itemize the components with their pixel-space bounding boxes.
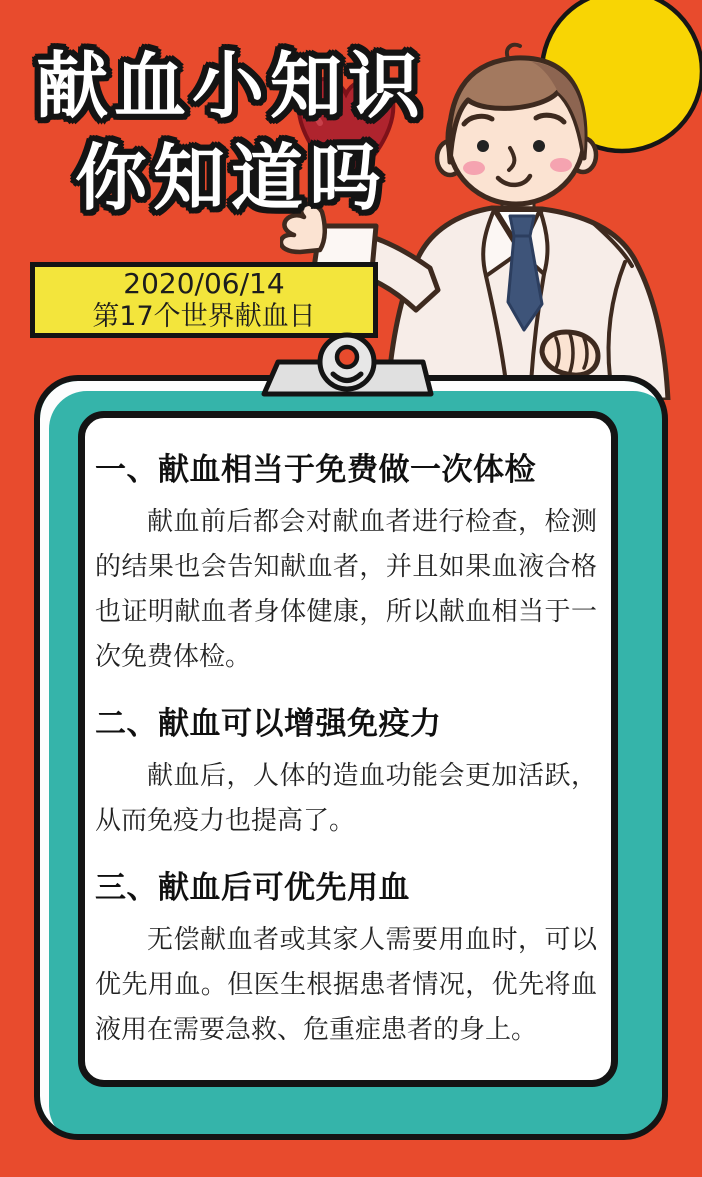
clipboard (34, 375, 668, 1140)
clipboard-clip-icon (255, 330, 445, 402)
section-1-heading: 一、献血相当于免费做一次体检 (95, 452, 536, 488)
section-3-body: 无偿献血者或其家人需要用血时，可以优先用血。但医生根据患者情况，优先将血液用在需要急救、危重症患者的身上。 (95, 925, 597, 1045)
badge-event: 第17个世界献血日 (92, 301, 316, 332)
section-1-body: 献血前后都会对献血者进行检查，检测的结果也会告知献血者，并且如果血液合格也证明献血者身体健康，所以献血相当于一次免费体检。 (95, 507, 597, 672)
poster-title (0, 40, 462, 224)
hand-on-belly (542, 332, 598, 375)
section-2-heading: 二、献血可以增强免疫力 (95, 706, 442, 742)
poster-title-line1: 献血小知识 (35, 44, 426, 128)
date-badge (30, 262, 378, 338)
content-card (78, 411, 618, 1087)
section-3-heading: 三、献血后可优先用血 (95, 870, 410, 906)
badge-date: 2020/06/14 (123, 267, 285, 300)
section-2-body: 献血后，人体的造血功能会更加活跃，从而免疫力也提高了。 (95, 761, 597, 836)
poster-title-line2: 你知道吗 (74, 136, 387, 220)
card-content (85, 418, 611, 1053)
